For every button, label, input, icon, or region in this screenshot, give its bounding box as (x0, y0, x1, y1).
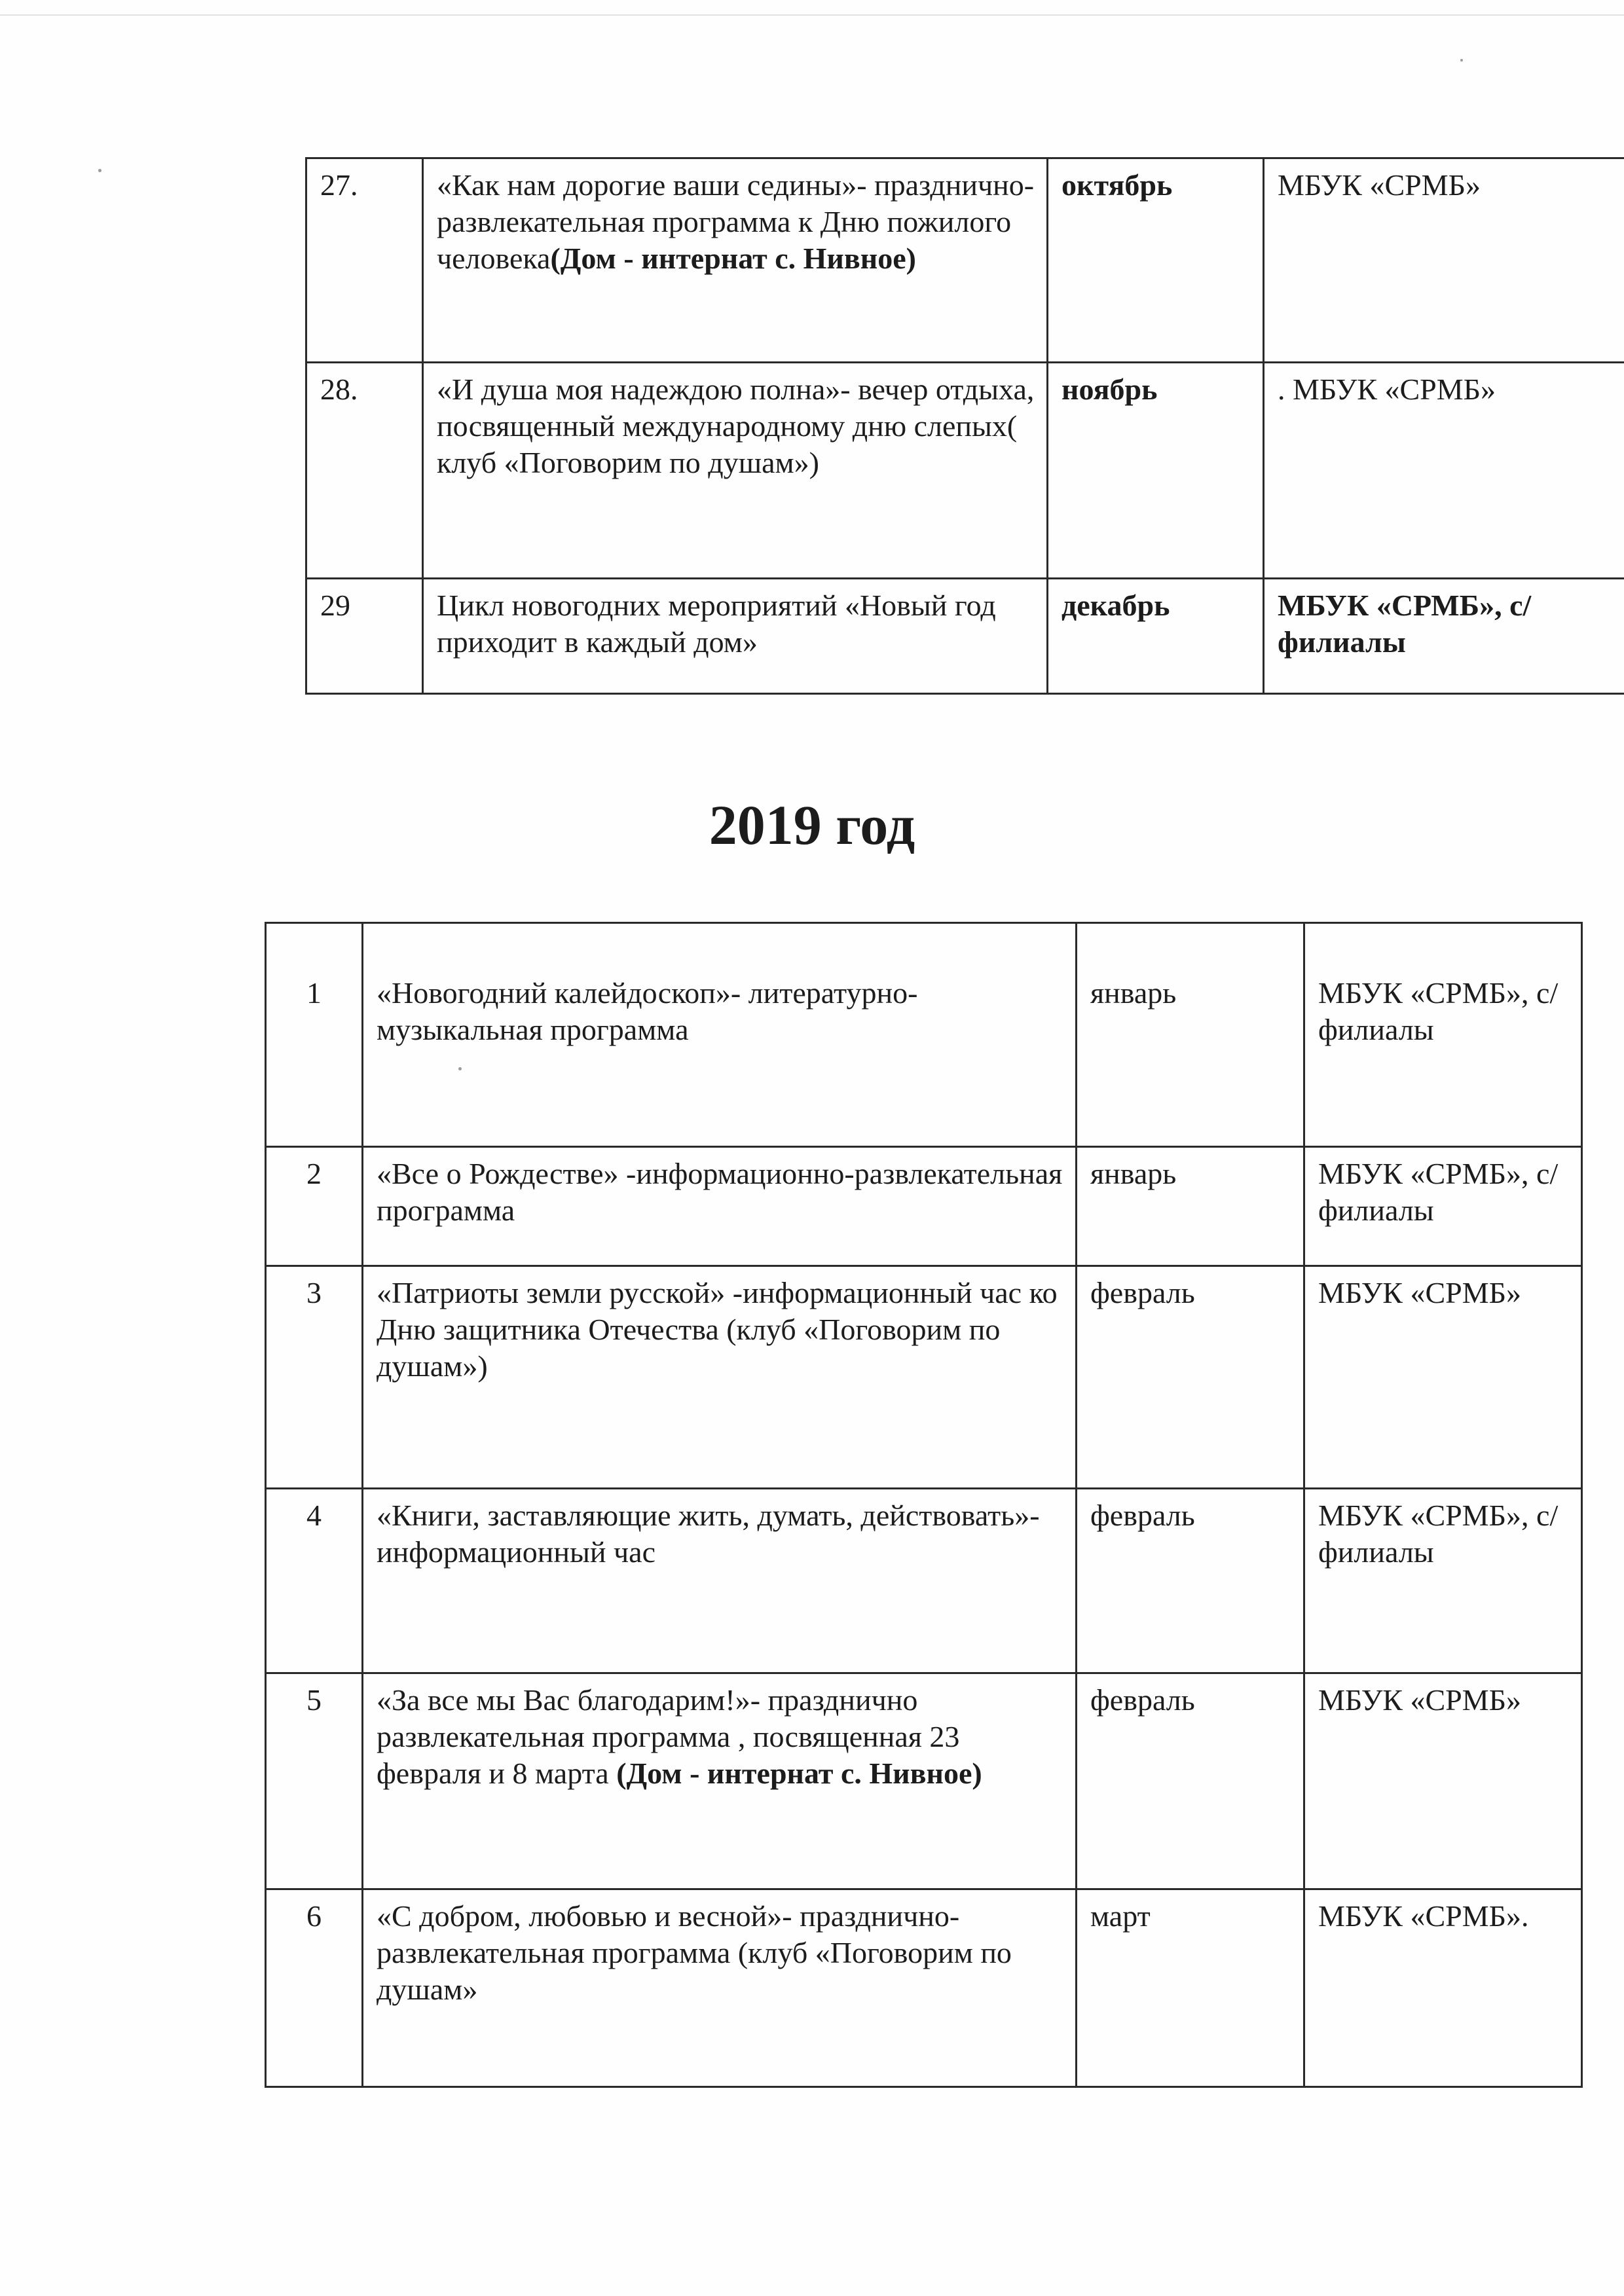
month-cell: октябрь (1048, 158, 1264, 363)
table-row (266, 1266, 1582, 1489)
row-number: 28. (306, 363, 423, 579)
event-text: «Все о Рождестве» -информационно-развлекательная программа (377, 1157, 1063, 1227)
scan-edge-line (0, 14, 1624, 16)
table-row (266, 1147, 1582, 1266)
event-text: «Книги, заставляющие жить, думать, действовать»- информационный час (377, 1499, 1040, 1569)
organizer-cell: МБУК «СРМБ», с/ филиалы (1304, 1489, 1582, 1673)
table-row (266, 1673, 1582, 1889)
month-cell: февраль (1077, 1266, 1304, 1489)
event-cell (363, 923, 1077, 1147)
row-number: 27. (306, 158, 423, 363)
row-number: 1 (266, 923, 363, 1147)
scan-speck (458, 1067, 462, 1070)
month-cell: январь (1077, 923, 1304, 1147)
month-cell: январь (1077, 1147, 1304, 1266)
scan-speck (1460, 59, 1463, 62)
event-venue: (Дом - интернат с. Нивное) (616, 1757, 982, 1790)
organizer-cell: МБУК «СРМБ» (1304, 1266, 1582, 1489)
month-cell: ноябрь (1048, 363, 1264, 579)
table-row (266, 1889, 1582, 2087)
event-cell (363, 1889, 1077, 2087)
event-cell (363, 1266, 1077, 1489)
table-row (306, 579, 1624, 694)
events-table-2018 (305, 157, 1624, 695)
row-number: 29 (306, 579, 423, 694)
row-number: 6 (266, 1889, 363, 2087)
event-venue: (Дом - интернат с. Нивное) (550, 242, 916, 275)
table-row (266, 1489, 1582, 1673)
event-cell (423, 158, 1048, 363)
month-cell: март (1077, 1889, 1304, 2087)
organizer-cell: МБУК «СРМБ». (1304, 1889, 1582, 2087)
events-table-2019 (265, 922, 1583, 2088)
table-row (266, 923, 1582, 1147)
event-text: «За все мы Вас благодарим!»- празднично развлекательная программа , посвященная 23 февраля и 8 марта (377, 1683, 960, 1790)
event-text: «И душа моя надеждою полна»- вечер отдыха, посвященный международному дню слепых( клуб «Поговорим по душам») (437, 373, 1035, 479)
event-cell (363, 1489, 1077, 1673)
row-number: 2 (266, 1147, 363, 1266)
event-cell (423, 579, 1048, 694)
row-number: 3 (266, 1266, 363, 1489)
event-text: «Патриоты земли русской» -информационный час ко Дню защитника Отечества (клуб «Поговорим по душам») (377, 1276, 1058, 1383)
event-text: «Как нам дорогие ваши седины»- празднично- развлекательная программа к Дню пожилого человека (437, 168, 1035, 275)
organizer-cell: МБУК «СРМБ», с/ филиалы (1264, 579, 1624, 694)
row-number: 4 (266, 1489, 363, 1673)
event-text: «С добром, любовью и весной»- празднично-развлекательная программа (клуб «Поговорим по душам» (377, 1899, 1012, 2006)
organizer-cell: МБУК «СРМБ» (1304, 1673, 1582, 1889)
month-cell: февраль (1077, 1673, 1304, 1889)
event-cell (363, 1673, 1077, 1889)
organizer-cell: . МБУК «СРМБ» (1264, 363, 1624, 579)
organizer-cell: МБУК «СРМБ», с/ филиалы (1304, 923, 1582, 1147)
organizer-cell: МБУК «СРМБ» (1264, 158, 1624, 363)
event-cell (423, 363, 1048, 579)
year-heading: 2019 год (709, 793, 915, 856)
event-text: Цикл новогодних мероприятий «Новый год приходит в каждый дом» (437, 589, 996, 659)
event-text: «Новогодний калейдоскоп»- литературно-музыкальная программа (377, 976, 918, 1046)
organizer-cell: МБУК «СРМБ», с/ филиалы (1304, 1147, 1582, 1266)
event-cell (363, 1147, 1077, 1266)
table-row (306, 363, 1624, 579)
table-row (306, 158, 1624, 363)
month-cell: декабрь (1048, 579, 1264, 694)
row-number: 5 (266, 1673, 363, 1889)
month-cell: февраль (1077, 1489, 1304, 1673)
scan-speck (98, 169, 101, 172)
